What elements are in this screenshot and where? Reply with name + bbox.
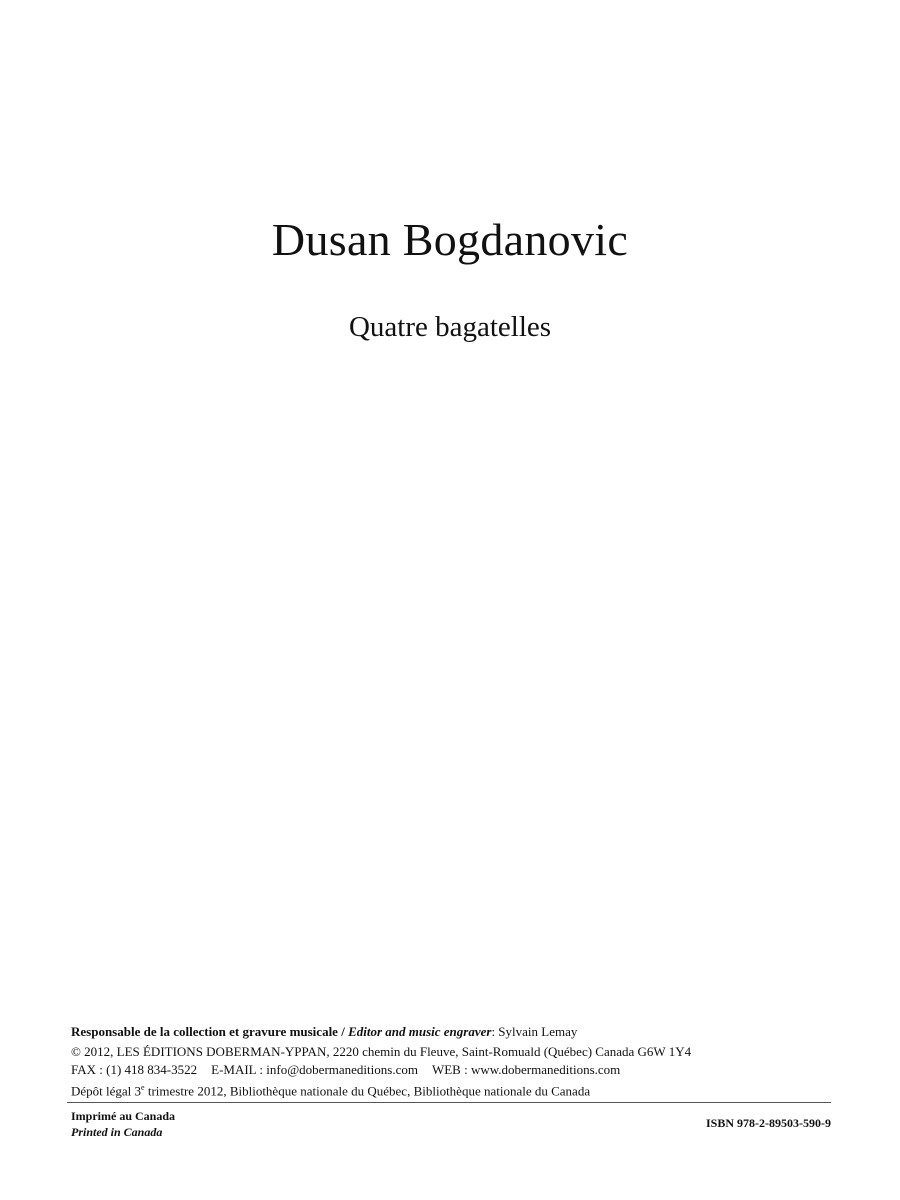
composer-name: Dusan Bogdanovic — [271, 214, 629, 265]
copyright-line: © 2012, LES ÉDITIONS DOBERMAN-YPPAN, 2220 chemin du Fleuve, Saint-Romuald (Québec) Canada G6W 1Y4 — [71, 1044, 692, 1059]
legal-deposit-rest: trimestre 2012, Bibliothèque nationale du Québec, Bibliothèque nationale du Canada — [144, 1083, 591, 1099]
editor-label-en: Editor and music engraver — [348, 1024, 492, 1039]
colophon — [71, 1023, 851, 1100]
legal-deposit-superscript: e — [141, 1083, 145, 1092]
contact-line — [71, 1061, 851, 1079]
work-title: Quatre bagatelles — [348, 311, 552, 343]
email-address: E-MAIL : info@dobermaneditions.com — [211, 1062, 418, 1077]
printed-in — [71, 1108, 175, 1140]
printed-in-fr: Imprimé au Canada — [71, 1109, 176, 1123]
website: WEB : www.dobermaneditions.com — [431, 1062, 621, 1077]
footer-divider — [67, 1102, 831, 1103]
editor-label-fr: Responsable de la collection et gravure musicale / — [71, 1024, 345, 1039]
editor-name: : Sylvain Lemay — [491, 1024, 578, 1039]
isbn: ISBN 978-2-89503-590-9 — [706, 1116, 831, 1130]
editor-credit — [71, 1023, 851, 1041]
legal-deposit-prefix: Dépôt légal 3 — [71, 1083, 142, 1099]
legal-deposit-line — [71, 1079, 851, 1100]
printed-in-en: Printed in Canada — [71, 1125, 163, 1139]
fax-number: FAX : (1) 418 834-3522 — [71, 1062, 198, 1077]
